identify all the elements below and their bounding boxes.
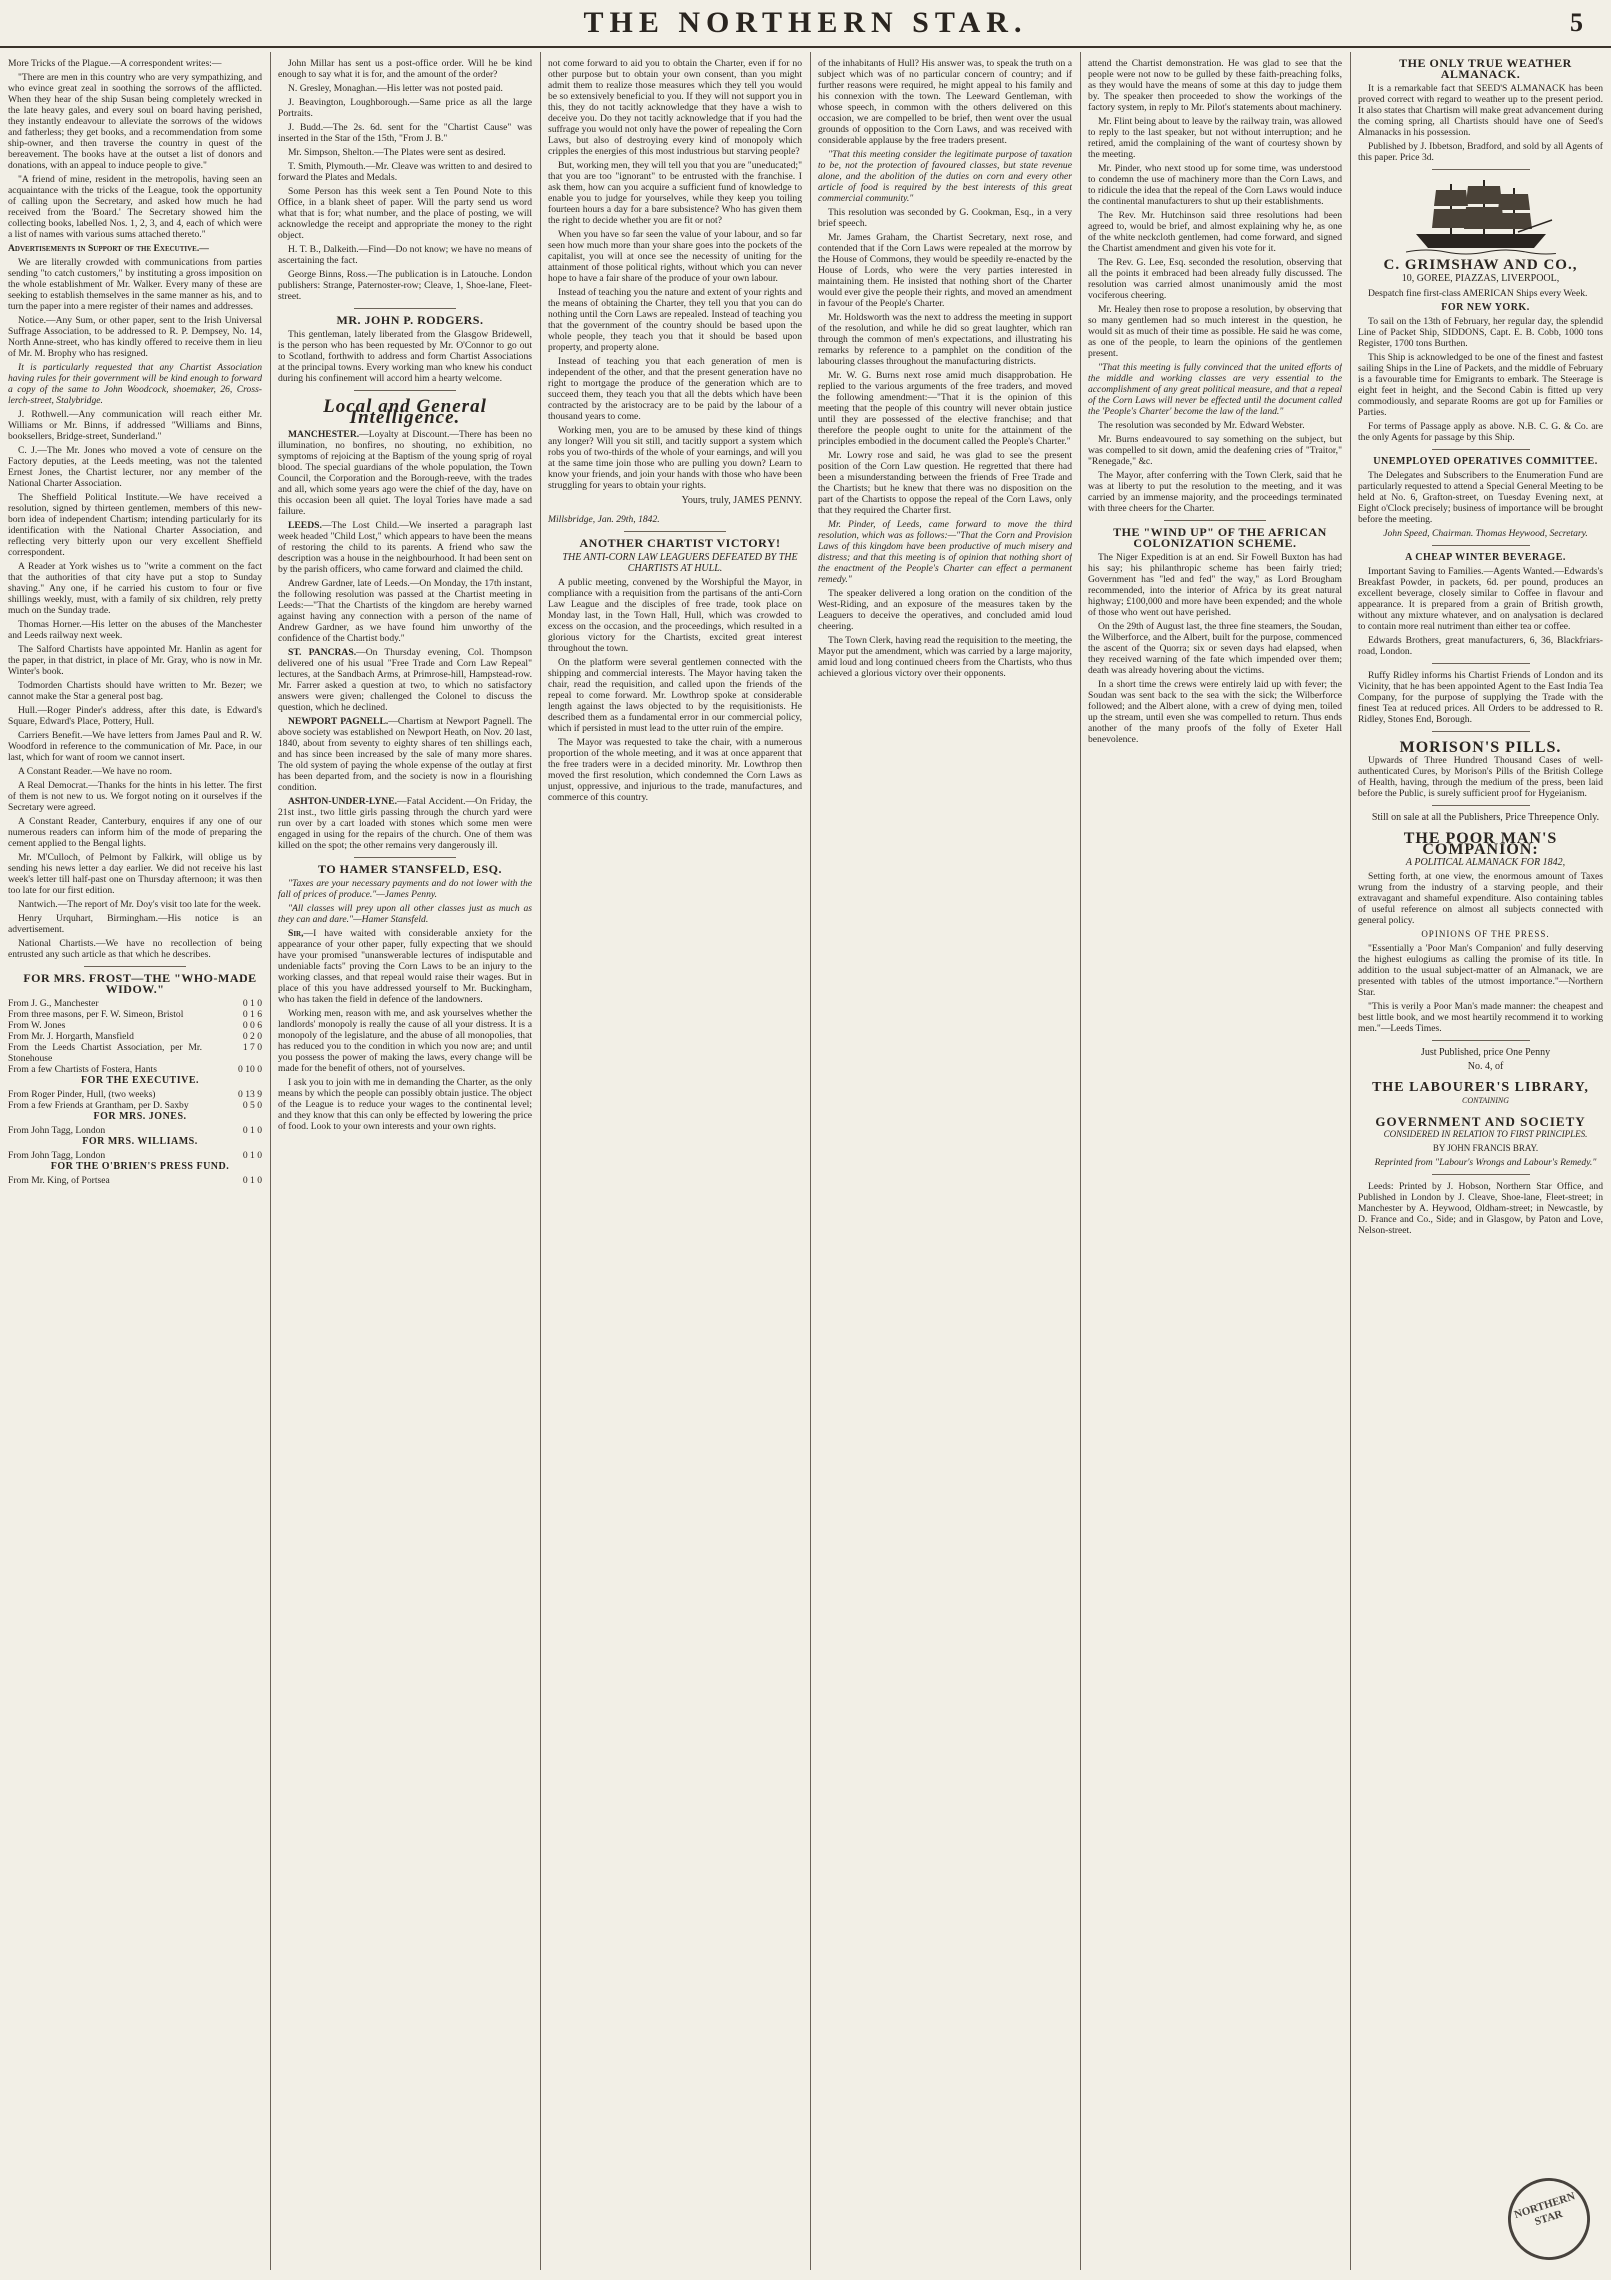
article-paragraph: Working men, reason with me, and ask yourselves whether the landlords' monopoly is really the cause of all your distress. It is a monopoly of the legislature, and the abuse of all monopolies, that has reduced you to the condition in which you now are; and until you possess the power of making the laws, every change will be made for the benefit of others, not of yourselves.	[278, 1008, 532, 1074]
town-heading: ST. PANCRAS.	[288, 647, 357, 658]
article-paragraph: "A friend of mine, resident in the metropolis, having seen an acquaintance with the tricks of the League, took the opportunity of calling upon the Secretary, and asked how much he had received from the 'Board.' The Secretary showed him the collecting books, labelled Nos. 1, 2, 3, and 4, each of which were a list of names with various sums attached thereto."	[8, 174, 262, 240]
fund-heading: FOR MRS. WILLIAMS.	[82, 1136, 198, 1147]
ledger-label: From John Tagg, London	[8, 1125, 106, 1136]
ledger-amount: 0 13 9	[238, 1089, 262, 1100]
divider	[1432, 731, 1530, 732]
article-intro: More Tricks of the Plague.—A correspondent writes:—	[8, 58, 222, 69]
column-rule	[270, 52, 271, 2270]
article-paragraph: Mr. Holdsworth was the next to address the meeting in support of the resolution, and while he did so great laughter, which ran through the common of men's expectations, and illustrating his remarks by reference to a pamphlet on the condition of the labouring classes throughout the manufacturing districts.	[818, 312, 1072, 367]
resolution-text: Mr. Pinder, of Leeds, came forward to move the third resolution, which was as follows:—"That the Corn and Provision Laws of this kingdom have been productive of much misery and distress; and that this meeting is of opinion that nothing short of the enactment of the People's Charter can effect a permanent remedy."	[818, 519, 1072, 585]
notice-item: J. Rothwell.—Any communication will reach either Mr. Williams or Mr. Binns, if addressed "Williams and Binns, booksellers, Bridge-street, Sunderland."	[8, 409, 262, 442]
article-paragraph: —The Lost Child.—We inserted a paragraph last week headed "Child Lost," which appears to have been the means of restoring the child to its parents. A friend who saw the description was a house in the neighbourhood. It had been sent on by the parish officers, who came forward and claimed the child.	[278, 520, 532, 575]
letter-salutation: Sir,	[288, 928, 304, 939]
ledger-label: From a few Chartists of Fostera, Hants	[8, 1064, 157, 1075]
article-paragraph: This resolution was seconded by G. Cookman, Esq., in a very brief speech.	[818, 207, 1072, 229]
divider	[1432, 663, 1530, 664]
article-paragraph: The Mayor, after conferring with the Town Clerk, said that he was at liberty to put the resolution to the meeting, and it was carried by an immense majority, and the proceedings terminated with three cheers for the Charter.	[1088, 470, 1342, 514]
ad-text: For terms of Passage apply as above. N.B. C. G. & Co. are the only Agents for passage by this Ship.	[1358, 421, 1603, 443]
ledger-amount: 0 0 6	[242, 1020, 262, 1031]
stamp-label: NORTHERN STAR	[1512, 2190, 1577, 2229]
page-number: 5	[1570, 8, 1583, 37]
article-heading: ANOTHER CHARTIST VICTORY!	[579, 536, 781, 550]
fund-heading: FOR MRS. FROST—THE "WHO-MADE WIDOW."	[23, 971, 257, 996]
ad-heading: MORISON'S PILLS.	[1399, 739, 1562, 756]
article-paragraph: When you have so far seen the value of your labour, and so far seen how much more than your share goes into the pockets of the capitalist, you will at once see the necessity of uniting for the attainment of those political rights, without which you can never hope to have a fair share of the produce of your own labour.	[548, 229, 802, 284]
notice-item: T. Smith, Plymouth.—Mr. Cleave was written to and desired to forward the Plates and Medals.	[278, 161, 532, 183]
ad-author: BY JOHN FRANCIS BRAY.	[1432, 1143, 1539, 1153]
article-paragraph: attend the Chartist demonstration. He was glad to see that the people were not now to be gulled by these faith-preaching folks, as they would have the means of some at this day to judge them by. The speaker then proceeded to show the workings of the factory system, in reply to Mr. Pilot's statements about machinery.	[1088, 58, 1342, 113]
section-heading: MR. JOHN P. RODGERS.	[336, 313, 484, 327]
ledger-row	[8, 1031, 262, 1042]
notice-item: Henry Urquhart, Birmingham.—His notice is an advertisement.	[8, 913, 262, 935]
notice-item: It is particularly requested that any Chartist Association having rules for their government will be kind enough to forward a copy of the same to John Woodcock, shoemaker, 26, Cross-lerch-street, Stalybridge.	[8, 362, 262, 406]
article-subheading: THE ANTI-CORN LAW LEAGUERS DEFEATED BY THE CHARTISTS AT HULL.	[562, 552, 798, 574]
notice-item: Carriers Benefit.—We have letters from James Paul and R. W. Woodford in reference to the communication of Mr. Pace, in our last, which for want of room we cannot insert.	[8, 730, 262, 763]
fund-heading: FOR THE O'BRIEN'S PRESS FUND.	[50, 1161, 230, 1172]
ledger-amount: 1 7 0	[242, 1042, 262, 1053]
article-paragraph: —On Thursday evening, Col. Thompson delivered one of his usual "Free Trade and Corn Law Repeal" lectures, at the Sandbach Arms, at Primrose-hill, Hampstead-row. Mr. Farrer asked a question at two, to which no satisfactory answers were given; challenged the Colonel to discuss the question, which he declined.	[278, 647, 532, 713]
masthead-title: THE NORTHERN STAR.	[583, 6, 1028, 39]
ledger-row	[8, 1125, 262, 1136]
letter-epigraph: "Taxes are your necessary payments and do not lower with the fall of prices of produce."—James Penny.	[278, 878, 532, 900]
town-heading: ASHTON-UNDER-LYNE.	[288, 796, 398, 807]
ad-text: It is a remarkable fact that SEED'S ALMANACK has been proved correct with regard to weather up to the present period. It also states that Chartism will make great advancement during the coming spring, all Chartists should have one of Seed's Almanacks in his possession.	[1358, 83, 1603, 138]
article-paragraph: Mr. Burns endeavoured to say something on the subject, but was compelled to sit down, amid the deafening cries of "Traitor," "Renegade," &c.	[1088, 434, 1342, 467]
ad-firm-address: 10, GOREE, PIAZZAS, LIVERPOOL,	[1401, 273, 1560, 284]
section-title: Local and General Intelligence.	[323, 396, 487, 428]
ad-heading: UNEMPLOYED OPERATIVES COMMITTEE.	[1373, 456, 1598, 467]
notice-item: John Millar has sent us a post-office order. Will he be kind enough to say what it is for, and the amount of the order?	[278, 58, 532, 80]
notice-item: National Chartists.—We have no recollection of being entrusted any such article as that which he describes.	[8, 938, 262, 960]
notice-item: The Salford Chartists have appointed Mr. Hanlin as agent for the paper, in that district, in place of Mr. Gray, who is now in Mr. Winter's book.	[8, 644, 262, 677]
ledger-label: From Mr. King, of Portsea	[8, 1175, 110, 1186]
ad-text: This Ship is acknowledged to be one of the finest and fastest sailing Ships in the Line of Packets, and the middle of February is a favourable time for Emigrants to embark. The Steerage is eight feet in height, and the Second Cabin is fitted up very commodiously, and separate Rooms are got up for Families or Parties.	[1358, 352, 1603, 418]
article-paragraph: On the 29th of August last, the three fine steamers, the Soudan, the Wilberforce, and the Albert, built for the purpose, commenced the ascent of the Quorra; six or seven days had elapsed, when they received warning of the fate which impended over them; death was already hovering about the victims.	[1088, 621, 1342, 676]
article-paragraph: —Fatal Accident.—On Friday, the 21st inst., two little girls passing through the church yard were run over by a cart loaded with stones which some men were engaged in using for the repairs of the church. One of them was killed on the spot; the other remains very dangerously ill.	[278, 796, 532, 851]
ad-price: Just Published, price One Penny	[1420, 1047, 1551, 1058]
resolution-text: "That this meeting is fully convinced that the united efforts of the middle and working classes are very essential to the accomplishment of any great political measure, and that a repeal of the Corn Laws will never be effected until the document called the 'People's Charter' become the law of the land."	[1088, 362, 1342, 417]
article-paragraph: The Town Clerk, having read the requisition to the meeting, the Mayor put the amendment, which was carried by a large majority, amid loud and long continued cheers from the Chartists, who thus achieved a glorious victory over their opponents.	[818, 635, 1072, 679]
ledger-label: From W. Jones	[8, 1020, 66, 1031]
letter-signature: Yours, truly, JAMES PENNY.	[681, 495, 802, 506]
town-heading: MANCHESTER.	[288, 429, 360, 440]
masthead	[0, 0, 1611, 48]
ledger-amount: 0 2 0	[242, 1031, 262, 1042]
notice-item: A Reader at York wishes us to "write a comment on the fact that the authorities of that city have put a stop to Sunday shaving." Any one, if he carried his custom to four or five shillings weekly, must, with a family of six children, rely pretty much on the Sunday trade.	[8, 561, 262, 616]
ad-firm-name: C. GRIMSHAW AND CO.,	[1383, 257, 1578, 273]
ledger-row	[8, 1009, 262, 1020]
divider	[1432, 545, 1530, 546]
divider	[1164, 520, 1266, 521]
article-paragraph: Mr. Pinder, who next stood up for some time, was understood to condemn the use of machinery more than the Corn Laws, and to ridicule the idea that the repeal of the Corn Laws would induce the continental manufacturers to shut up their establishments.	[1088, 163, 1342, 207]
notice-item: H. T. B., Dalkeith.—Find—Do not know; we have no means of ascertaining the fact.	[278, 244, 532, 266]
ad-subheading: A POLITICAL ALMANACK FOR 1842,	[1405, 857, 1566, 868]
article-paragraph: not come forward to aid you to obtain the Charter, even if for no other purpose but to obtain your own consent, than you might admit them to realize those measures which they tell you would be so extensively beneficial to you. If they will not support you in this, they do not tacitly acknowledge that they have a wish to deceive you. Do they not tacitly acknowledge that if you had the suffrage you would not only have the power of repealing the Corn Laws, but also of destroying every kind of monopoly which cripples the energies of this most industrious but starving people?	[548, 58, 802, 157]
article-paragraph: —Chartism at Newport Pagnell. The above society was established on Newport Heath, on Nov. 20 last, 1840, about from seventy to eighty shares of ten shillings each, and has since been increased by the sale of many more shares. The old system of paying the whole expense of the outlay at first has been departed from, and the society is now in a flourishing condition.	[278, 716, 532, 793]
ledger-label: From Roger Pinder, Hull, (two weeks)	[8, 1089, 156, 1100]
notice-item: Hull.—Roger Pinder's address, after this date, is Edward's Square, Edward's Place, Pottery, Hull.	[8, 705, 262, 727]
divider	[1432, 449, 1530, 450]
ad-text: The Delegates and Subscribers to the Enumeration Fund are particularly requested to attend a Special General Meeting to be held at No. 6, Grafton-street, on Tuesday Evening next, at Eight o'Clock precisely; business of importance will be brought before the meeting.	[1358, 470, 1603, 525]
ad-text: Published by J. Ibbetson, Bradford, and sold by all Agents of this paper. Price 3d.	[1358, 141, 1603, 163]
article-paragraph: This gentleman, lately liberated from the Glasgow Bridewell, is the person who has been requested by Mr. O'Connor to go out to Scotland, forthwith to address and form Chartist Associations at the principal towns. Every working man who knew his conduct during his confinement will accord him a hearty welcome.	[278, 329, 532, 384]
letter-place: Millsbridge, Jan. 29th, 1842.	[548, 514, 660, 525]
notice-item: George Binns, Ross.—The publication is in Latouche. London publishers: Strange, Paternoster-row; Cleave, 1, Shoe-lane, Fleet-street.	[278, 269, 532, 302]
article-paragraph: We are literally crowded with communications from parties sending "to catch customers," by instituting a gross imposition on the whole establishment of Mr. Walker. Every many of these are seeking to establish themselves in the same manner as his, and to turn the paper into a mere register of their names and addresses.	[8, 257, 262, 312]
ad-text: Upwards of Three Hundred Thousand Cases of well-authenticated Cures, by Morison's Pills of the British College of Health, having, through the medium of the press, been laid before the Public, is surely sufficient proof for Hygeianism.	[1358, 755, 1603, 799]
article-heading: THE "WIND UP" OF THE AFRICAN COLONIZATION SCHEME.	[1113, 525, 1327, 550]
article-paragraph: In a short time the crews were entirely laid up with fever; the Soudan was sent back to the sea with the sick; the Wilberforce followed; and the Albert alone, with a crew of dying men, toiled up the stream, until even she was compelled to return. Thus ends another of the many proofs of the folly of Exeter Hall benevolence.	[1088, 679, 1342, 745]
ad-text: "Essentially a 'Poor Man's Companion' and fully deserving the highest eulogiums as calling the promise of its title. In addition to the usual subject-matter of an Almanack, we are presented with tables of the utmost importance."—Northern Star.	[1358, 943, 1603, 998]
column-rule	[1350, 52, 1351, 2270]
ledger-label: From the Leeds Chartist Association, per Mr. Stonehouse	[8, 1042, 202, 1064]
ad-text: Setting forth, at one view, the enormous amount of Taxes wrung from the industry of a starving people, and their extravagant and shameful expenditure. Also containing tables of useful reference on almost all subjects connected with general policy.	[1358, 871, 1603, 926]
ledger-label: From J. G., Manchester	[8, 998, 99, 1009]
ad-text: Reprinted from "Labour's Wrongs and Labour's Remedy."	[1374, 1157, 1597, 1168]
ledger-row	[8, 1020, 262, 1031]
ad-title: GOVERNMENT AND SOCIETY	[1375, 1114, 1586, 1129]
town-heading: NEWPORT PAGNELL.	[288, 716, 389, 727]
divider	[1432, 1040, 1530, 1041]
fund-ledger	[8, 1089, 262, 1111]
article-paragraph: Working men, you are to be amused by these kind of things any longer? Will you sit still, and tacitly support a system which robs you of two-thirds of the whole of your earnings, and will you at the same time join those who are pulling you down? Learn to know your friends, and join your hands with those who have been struggling for years to obtain your rights.	[548, 425, 802, 491]
ledger-row	[8, 1100, 262, 1111]
divider	[354, 308, 456, 309]
ledger-row	[8, 1175, 262, 1186]
ledger-label: From John Tagg, London	[8, 1150, 106, 1161]
town-heading: LEEDS.	[288, 520, 322, 531]
ledger-amount: 0 5 0	[242, 1100, 262, 1111]
letter-heading: TO HAMER STANSFELD, ESQ.	[318, 862, 502, 876]
ledger-row	[8, 998, 262, 1009]
ad-text: Edwards Brothers, great manufacturers, 6, 36, Blackfriars-road, London.	[1358, 635, 1603, 657]
ad-heading: THE ONLY TRUE WEATHER ALMANACK.	[1399, 58, 1572, 81]
ledger-amount: 0 1 0	[242, 1125, 262, 1136]
ad-subheading: CONSIDERED IN RELATION TO FIRST PRINCIPLES.	[1383, 1129, 1588, 1139]
section-heading: Advertisements in Support of the Executive.—	[8, 243, 209, 254]
article-paragraph: Instead of teaching you that each generation of men is independent of the other, and that the present generation have no right to mortgage the produce of the generation which are to succeed them, they teach you that all the debts which have been contracted by the aristocracy are to be paid by the labour of a thousand years to come.	[548, 356, 802, 422]
ad-heading: THE LABOURER'S LIBRARY,	[1372, 1080, 1589, 1095]
ledger-amount: 0 1 6	[242, 1009, 262, 1020]
article-paragraph: "There are men in this country who are very sympathizing, and who evince great zeal in soothing the sorrows of the afflicted. When they hear of the ship Susan being completely wrecked in the late heavy gales, and every soul on board having perished, they instantly endeavour to alleviate the sorrows of the widows and fatherless; they get books, and a recommendation from some ship-owner, and then traverse the country in quest of the bereavement. The books have at the outset a list of donors and donations, with an appeal to induce people to give."	[8, 72, 262, 171]
sailing-ship-icon	[1406, 176, 1556, 256]
article-paragraph: A public meeting, convened by the Worshipful the Mayor, in compliance with a requisition from the partisans of the anti-Corn Law League and the disciples of free trade, took place on Monday last, in the Town Hall, Hull, which was crowded to excess on the occasion, and the proceedings, which resulted in a glorious victory for the Chartists, excited great interest throughout the town.	[548, 577, 802, 654]
ad-heading: A CHEAP WINTER BEVERAGE.	[1405, 552, 1566, 563]
ad-subheading: CONTAINING	[1462, 1096, 1509, 1105]
notice-item: J. Beavington, Loughborough.—Same price as all the large Portraits.	[278, 97, 532, 119]
divider	[1432, 805, 1530, 806]
notice-item: Mr. M'Culloch, of Pelmont by Falkirk, will oblige us by sending his news letter a day earlier. We did not receive his last week's letter till half-past one on Thursday afternoon; it was then too late for our first edition.	[8, 852, 262, 896]
divider	[1432, 169, 1530, 170]
notice-item: A Real Democrat.—Thanks for the hints in his letter. The first of them is not new to us. We forgot noting on it ourselves if the Secretary were agreed.	[8, 780, 262, 813]
article-paragraph: The speaker delivered a long oration on the condition of the West-Riding, and an exposure of the measures taken by the Leaguers to deceive the operatives, and concluded amid loud cheering.	[818, 588, 1072, 632]
article-paragraph: The Niger Expedition is at an end. Sir Fowell Buxton has had his say; his philanthropic scheme has been fairly tried; Government has "led and fed" the way," as Lord Brougham recommended, into the interior of Africa by its great natural highway; £100,000 and more have been expended; and the whole of those who went out have perished.	[1088, 552, 1342, 618]
divider	[84, 966, 186, 967]
ad-text: "This is verily a Poor Man's made manner: the cheapest and best little book, and we most heartily recommend it to working men."—Leeds Times.	[1358, 1001, 1603, 1034]
column-rule	[540, 52, 541, 2270]
article-paragraph: of the inhabitants of Hull? His answer was, to speak the truth on a subject which was of no particular concern of country; and if further reasons were required, he might appeal to his family and his connexion with the town. The Leeward Gentleman, with whose speech, in common with the others delivered on this occasion, we are compelled to be brief, then went over the usual grounds of opposition to the Corn Laws, and was received with considerable applause by the free traders present.	[818, 58, 1072, 146]
notice-item: Todmorden Chartists should have written to Mr. Bezer; we cannot make the Star a general post bag.	[8, 680, 262, 702]
article-paragraph: Instead of teaching you the nature and extent of your rights and the means of obtaining the Charter, they tell you that you can do nothing until the Corn Laws are repealed. Instead of teaching you that the government of the country should be based upon the whole people, they teach you that it should be based upon property, and property alone.	[548, 287, 802, 353]
article-paragraph: Mr. James Graham, the Chartist Secretary, next rose, and contended that if the Corn Laws were repealed at the morrow by the House of Commons, they would be speedily re-enacted by the House of Lords, who were the very parties interested in maintaining them. He insisted that nothing short of the Charter would ever give the people their rights, and moved an amendment in favour of the People's Charter.	[818, 232, 1072, 309]
fund-ledger	[8, 1175, 262, 1186]
ledger-row	[8, 1150, 262, 1161]
article-paragraph: The Mayor was requested to take the chair, with a numerous proportion of the whole meeting, and it was at once apparent that the free traders were in a decided minority. Mr. Lowthrop then moved the first resolution, which condemned the Corn Laws as unjust, oppressive, and injurious to the trade, manufactures, and commerce of this country.	[548, 737, 802, 803]
article-paragraph: Mr. Lowry rose and said, he was glad to see the present position of the Corn Law question. He regretted that there had been a misunderstanding between the friends of Free Trade and the Chartists; but he knew that there was no disposition on the part of the Chartists to oppose the repeal of the Corn Laws, only that they required the Charter first.	[818, 450, 1072, 516]
notice-item: Notice.—Any Sum, or other paper, sent to the Irish Universal Suffrage Association, to be addressed to R. P. Dempsey, No. 14, North Anne-street, who has kindly offered to receive them in lieu of Mr. M. Brophy who has resigned.	[8, 315, 262, 359]
fund-heading: FOR MRS. JONES.	[93, 1111, 187, 1122]
divider	[354, 857, 456, 858]
imprint: Leeds: Printed by J. Hobson, Northern Star Office, and Published in London by J. Cleave, Shoe-lane, Fleet-street; in Manchester by A. Heywood, Oldham-street; in Newcastle, by D. France and Co., Side; and in Glasgow, by Paton and Love, Nelson-street.	[1358, 1181, 1603, 1236]
article-paragraph: —Loyalty at Discount.—There has been no illumination, no bonfires, no shouting, no exhibition, no symptoms of rejoicing at the Baptism of the young sprig of royal blood. The special guardians of the whole population, the Town Council, the Corporation and the Borough-reeve, with the trades and all, which some years ago were the chief of the day, have on this occasion been all quiet. The loyal Tories have made a sad failure.	[278, 429, 532, 517]
article-paragraph: But, working men, they will tell you that you are "uneducated;" that you are too "ignorant" to be entrusted with the franchise. I ask them, how can you acquire a sufficient fund of knowledge to enable you to judge for yourselves, while they keep you toiling fourteen hours a day for a bare subsistence? Who has given them the right to decide whether you are fit or not?	[548, 160, 802, 226]
notice-item: Thomas Horner.—His letter on the abuses of the Manchester and Leeds railway next week.	[8, 619, 262, 641]
notice-item: A Constant Reader.—We have no room.	[18, 766, 173, 777]
ad-heading: THE POOR MAN'S COMPANION:	[1403, 830, 1558, 858]
ad-text: Important Saving to Families.—Agents Wanted.—Edwards's Breakfast Powder, in packets, 6d. per pound, produces an excellent beverage, closely similar to Coffee in flavour and appearance. It is prepared from a grain of British growth, without any mixture whatever, and on analysation is declared to contain more real nutriment than either tea or coffee.	[1358, 566, 1603, 632]
article-paragraph: Andrew Gardner, late of Leeds.—On Monday, the 17th instant, the following resolution was passed at the Chartist meeting in Leeds:—"That the Chartists of the kingdom are hereby warned against having any connection with a person of the name of Andrew Gardner, as we have found him unworthy of the confidence of the Chartist body."	[278, 578, 532, 644]
column-rule	[810, 52, 811, 2270]
article-paragraph: I ask you to join with me in demanding the Charter, as the only means by which the people can possibly obtain justice. The object of the League is to reduce your wages to the continental level; and they know that this can only be effected by lowering the price of food. Look to your own interests and your own rights.	[278, 1077, 532, 1132]
notice-item: N. Gresley, Monaghan.—His letter was not posted paid.	[288, 83, 503, 94]
resolution-text: "That this meeting consider the legitimate purpose of taxation to be, not the protection of favoured classes, but state revenue alone, and the abolition of the duties on corn and every other article of food is required by the best interests of this great commercial community."	[818, 149, 1072, 204]
article-paragraph: Mr. W. G. Burns next rose amid much disapprobation. He replied to the various arguments of the free traders, and moved the following amendment:—"That it is the opinion of this meeting that the people of this country will never obtain justice until they are possessed of the elective franchise; and that therefore the people ought to unite for the attainment of the principles embodied in the document called the People's Charter."	[818, 370, 1072, 447]
notice-item: Nantwich.—The report of Mr. Doy's visit too late for the week.	[18, 899, 261, 910]
ad-text: Ruffy Ridley informs his Chartist Friends of London and its Vicinity, that he has been appointed Agent to the East India Tea Company, for the purpose of supplying the Trade with the finest Tea at reduced prices. All Orders to be addressed to R. Ridley, Stones End, Borough.	[1358, 670, 1603, 725]
notice-item: J. Budd.—The 2s. 6d. sent for the "Chartist Cause" was inserted in the Star of the 15th, "From J. B."	[278, 122, 532, 144]
column-6-advertisements	[1358, 58, 1603, 2268]
fund-ledger	[8, 1150, 262, 1161]
ad-subheading: OPINIONS OF THE PRESS.	[1421, 929, 1550, 939]
fund-heading: FOR THE EXECUTIVE.	[80, 1075, 199, 1086]
column-4	[818, 58, 1072, 2268]
article-paragraph: The Rev. Mr. Hutchinson said three resolutions had been agreed to, would be brief, and almost explaining why he, as one of the white neckcloth gentlemen, had come forward, and signed the Chartist amendment and given his vote for it.	[1088, 210, 1342, 254]
article-paragraph: The Rev. G. Lee, Esq. seconded the resolution, observing that all the points it embraced had been already fully discussed. The resolution was carried almost unanimously amid the most vociferous cheering.	[1088, 257, 1342, 301]
ad-signature: John Speed, Chairman. Thomas Heywood, Secretary.	[1383, 528, 1588, 539]
ledger-label: From Mr. J. Horgarth, Mansfield	[8, 1031, 134, 1042]
ledger-row	[8, 1089, 262, 1100]
article-paragraph: Mr. Healey then rose to propose a resolution, by observing that so many gentlemen had so much interest in the question, he would sit as much of their time as possible. He said he was come, as one of the people, to learn the opinions of the gentlemen present.	[1088, 304, 1342, 359]
column-1	[8, 58, 262, 2268]
column-5	[1088, 58, 1342, 2268]
ledger-row	[8, 1042, 262, 1064]
ledger-amount: 0 1 0	[242, 998, 262, 1009]
fund-ledger	[8, 1125, 262, 1136]
article-paragraph: —I have waited with considerable anxiety for the appearance of your other paper, fully expecting that we should have your promised "unanswerable lectures of indisputable and undeniable facts" proving the Corn Laws to be an injury to the working classes, and that repeal would raise their wages. But in place of this you have addressed yourself to Mr. Buckingham, who has taken the field in defence of the landowners.	[278, 928, 532, 1005]
ledger-label: From a few Friends at Grantham, per D. Saxby	[8, 1100, 189, 1111]
ad-subheading: FOR NEW YORK.	[1441, 302, 1530, 313]
ad-text: To sail on the 13th of February, her regular day, the splendid Line of Packet Ship, SIDDONS, Capt. E. B. Cobb, 1000 tons Register, 1700 tons Burthen.	[1358, 316, 1603, 349]
notice-item: A Constant Reader, Canterbury, enquires if any one of our numerous readers can inform him of the mode of preparing the cement applied to the Bengal lights.	[8, 816, 262, 849]
article-paragraph: On the platform were several gentlemen connected with the shipping and commercial interests. The Mayor having taken the chair, read the requisition, and called upon the friends of the repeal to come forward. Mr. Lowthrop spoke at considerable length against the laws objected to by the requisitionists. He described them as a fundamental error in our commercial policy, which if persisted in must lead to the utter ruin of the empire.	[548, 657, 802, 734]
ledger-amount: 0 1 0	[242, 1150, 262, 1161]
article-paragraph: The resolution was seconded by Mr. Edward Webster.	[1098, 420, 1305, 431]
notice-item: Mr. Simpson, Shelton.—The Plates were sent as desired.	[288, 147, 506, 158]
fund-ledger	[8, 998, 262, 1075]
ledger-label: From three masons, per F. W. Simeon, Bristol	[8, 1009, 184, 1020]
ledger-row	[8, 1064, 262, 1075]
column-3	[548, 58, 802, 2268]
column-2	[278, 58, 532, 2268]
ad-price: Still on sale at all the Publishers, Price Threepence Only.	[1371, 812, 1600, 823]
notice-item: C. J.—The Mr. Jones who moved a vote of censure on the Factory deputies, at the Leeds meeting, was not the talented Ernest Jones, the Chartist lecturer, nor any member of the National Charter Association.	[8, 445, 262, 489]
notice-item: The Sheffield Political Institute.—We have received a resolution, signed by thirteen gentlemen, members of this new-born idea of independent Chartism; intending particularly for its identification with the National Charter Association, and reflecting very bitterly upon our very excellent Sheffield correspondent.	[8, 492, 262, 558]
divider	[624, 531, 726, 532]
article-paragraph: Mr. Flint being about to leave by the railway train, was allowed to reply to the last speaker, but not without interruption; and he retired, amid the complaining of the want of courtesy shown by the meeting.	[1088, 116, 1342, 160]
column-rule	[1080, 52, 1081, 2270]
divider	[1432, 1174, 1530, 1175]
ledger-amount: 0 10 0	[238, 1064, 262, 1075]
ad-text: Despatch fine first-class AMERICAN Ships every Week.	[1368, 288, 1588, 299]
divider	[354, 390, 456, 391]
notice-item: Some Person has this week sent a Ten Pound Note to this Office, in a blank sheet of paper. Will the party send us word what that is for; what number, and the place of posting, we will acknowledge the receipt and appropriate the money to the right object.	[278, 186, 532, 241]
ledger-amount: 0 1 0	[242, 1175, 262, 1186]
ad-number: No. 4, of	[1467, 1061, 1504, 1072]
letter-epigraph: "All classes will prey upon all other classes just as much as they can and dare."—Hamer Stansfeld.	[278, 903, 532, 925]
